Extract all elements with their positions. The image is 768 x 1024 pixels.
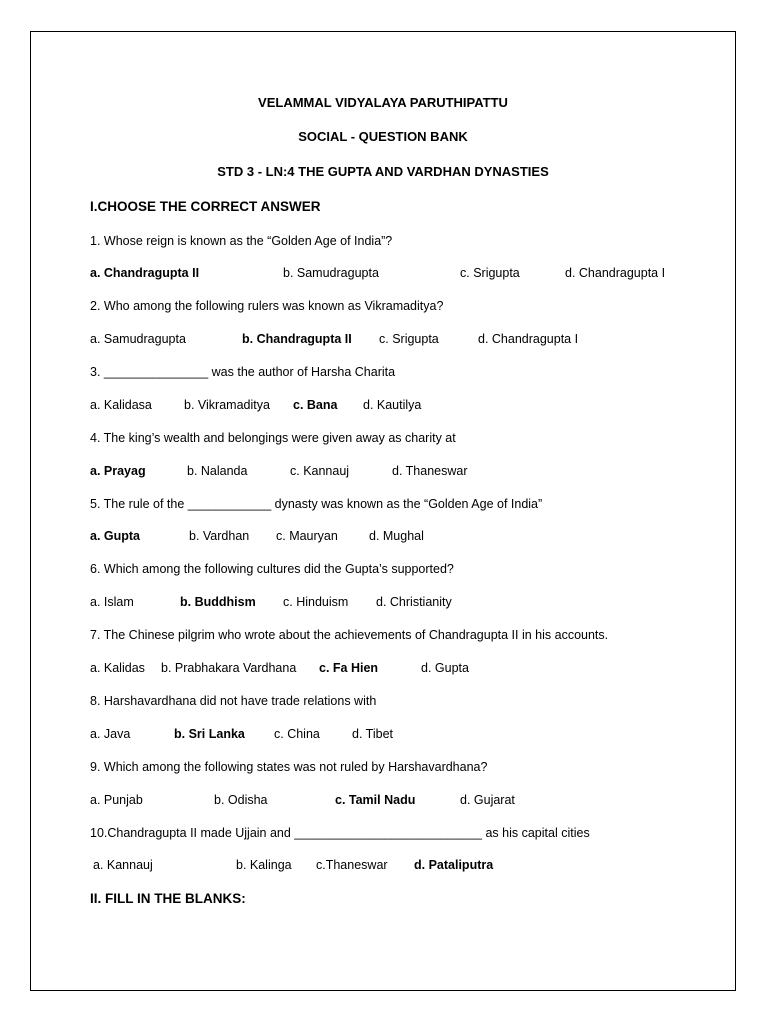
q6-option-a: a. Islam [90,595,134,609]
q6-option-c: c. Hinduism [283,595,349,609]
lesson-title: STD 3 - LN:4 THE GUPTA AND VARDHAN DYNASTIES [217,164,549,179]
question-5: 5. The rule of the ____________ dynasty was known as the “Golden Age of India” [90,497,543,511]
q2-option-c: c. Srigupta [379,332,439,346]
q3-option-c: c. Bana [293,398,338,412]
question-7: 7. The Chinese pilgrim who wrote about the achievements of Chandragupta II in his accounts. [90,628,609,642]
q9-option-d: d. Gujarat [460,793,515,807]
question-10: 10.Chandragupta II made Ujjain and ___________________________ as his capital cities [90,826,590,840]
q10-option-c: c.Thaneswar [316,858,388,872]
q9-option-a: a. Punjab [90,793,143,807]
q1-option-b: b. Samudragupta [283,266,379,280]
q10-option-a: a. Kannauj [93,858,153,872]
question-8: 8. Harshavardhana did not have trade relations with [90,694,377,708]
q2-option-b: b. Chandragupta II [242,332,352,346]
q5-option-c: c. Mauryan [276,529,338,543]
q8-option-a: a. Java [90,727,131,741]
q2-option-d: d. Chandragupta I [478,332,579,346]
section-choose-heading: I.CHOOSE THE CORRECT ANSWER [90,199,321,214]
q5-option-a: a. Gupta [90,529,141,543]
q10-option-b: b. Kalinga [236,858,292,872]
q6-option-b: b. Buddhism [180,595,256,609]
q1-option-c: c. Srigupta [460,266,520,280]
q6-option-d: d. Christianity [376,595,452,609]
question-6: 6. Which among the following cultures did the Gupta’s supported? [90,562,454,576]
q1-option-d: d. Chandragupta I [565,266,666,280]
q4-option-d: d. Thaneswar [392,464,468,478]
subject-title: SOCIAL - QUESTION BANK [298,129,468,144]
q2-option-a: a. Samudragupta [90,332,186,346]
q8-option-b: b. Sri Lanka [174,727,245,741]
section-fill-heading: II. FILL IN THE BLANKS: [90,891,246,906]
q8-option-c: c. China [274,727,320,741]
q7-option-c: c. Fa Hien [319,661,379,675]
q4-option-c: c. Kannauj [290,464,350,478]
q8-option-d: d. Tibet [352,727,393,741]
question-2: 2. Who among the following rulers was known as Vikramaditya? [90,299,444,313]
q1-option-a: a. Chandragupta II [90,266,200,280]
q10-option-d: d. Pataliputra [414,858,494,872]
q7-option-d: d. Gupta [421,661,469,675]
q7-option-a: a. Kalidas [90,661,145,675]
q5-option-d: d. Mughal [369,529,424,543]
q4-option-a: a. Prayag [90,464,146,478]
q3-option-b: b. Vikramaditya [184,398,270,412]
q7-option-b: b. Prabhakara Vardhana [161,661,297,675]
q4-option-b: b. Nalanda [187,464,248,478]
q9-option-b: b. Odisha [214,793,268,807]
q3-option-a: a. Kalidasa [90,398,152,412]
q3-option-d: d. Kautilya [363,398,422,412]
q5-option-b: b. Vardhan [189,529,250,543]
school-name: VELAMMAL VIDYALAYA PARUTHIPATTU [258,95,508,110]
q9-option-c: c. Tamil Nadu [335,793,416,807]
question-9: 9. Which among the following states was not ruled by Harshavardhana? [90,760,488,774]
question-3: 3. _______________ was the author of Harsha Charita [90,365,396,379]
question-1: 1. Whose reign is known as the “Golden Age of India”? [90,234,393,248]
question-4: 4. The king’s wealth and belongings were given away as charity at [90,431,456,445]
